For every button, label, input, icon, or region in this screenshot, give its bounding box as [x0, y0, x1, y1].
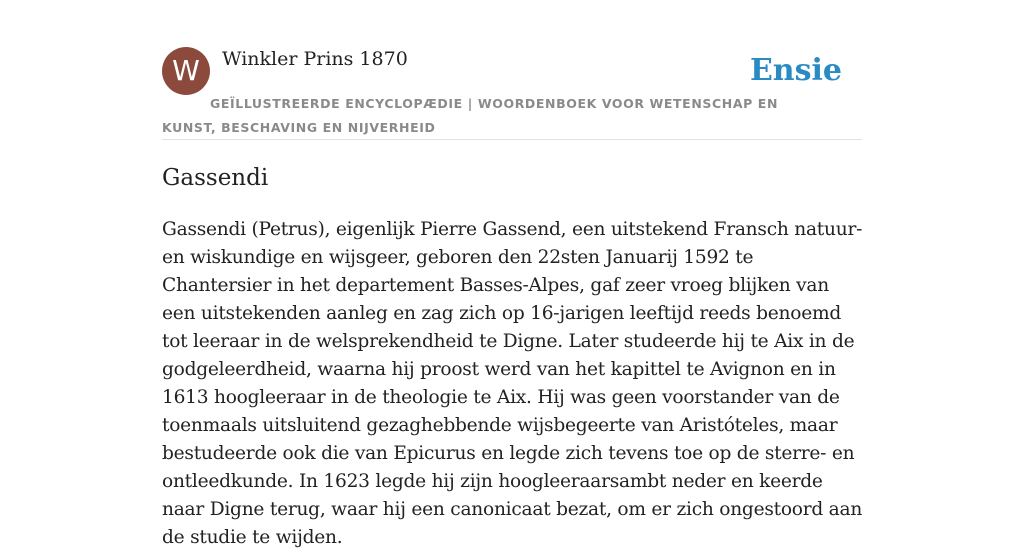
header-divider [162, 139, 862, 140]
ensie-logo-link[interactable]: Ensie [749, 53, 842, 88]
source-avatar[interactable]: W [162, 47, 210, 95]
entry-text: Gassendi (Petrus), eigenlijk Pierre Gassend, een uitstekend Fransch natuur- en wiskundige en wijsgeer, geboren den 22sten Januarij 1592 te Chantersier in het departement Basses-Alpes, gaf zeer vroeg blijken van een uitstekenden aanleg en zag zich op 16-jarigen leeftijd reeds benoemd tot leeraar in de welsprekendheid te Digne. Later studeerde hij te Aix in de godgeleerdheid, waarna hij proost werd van het kapittel te Avignon en in 1613 hoogleeraar in de theologie te Aix. Hij was geen voorstander van de toenmaals uitsluitend gezaghebbende wijsbegeerte van Aristóteles, maar bestudeerde ook die van Epicurus en legde zich tevens toe op de sterre- en ontleedkunde. In 1623 legde hij zijn hoogleeraarsambt neder en keerde naar Digne terug, waar hij een canonicaat bezat, om er zich ongestoord aan de studie te wijden. [162, 219, 863, 548]
entry-title: Gassendi [162, 165, 269, 191]
source-subtitle: GEÏLLUSTREERDE ENCYCLOPÆDIE | WOORDENBOEK VOOR WETENSCHAP EN KUNST, BESCHAVING EN NIJVERHEID [162, 96, 779, 135]
source-title-link[interactable]: Winkler Prins 1870 [222, 48, 408, 70]
